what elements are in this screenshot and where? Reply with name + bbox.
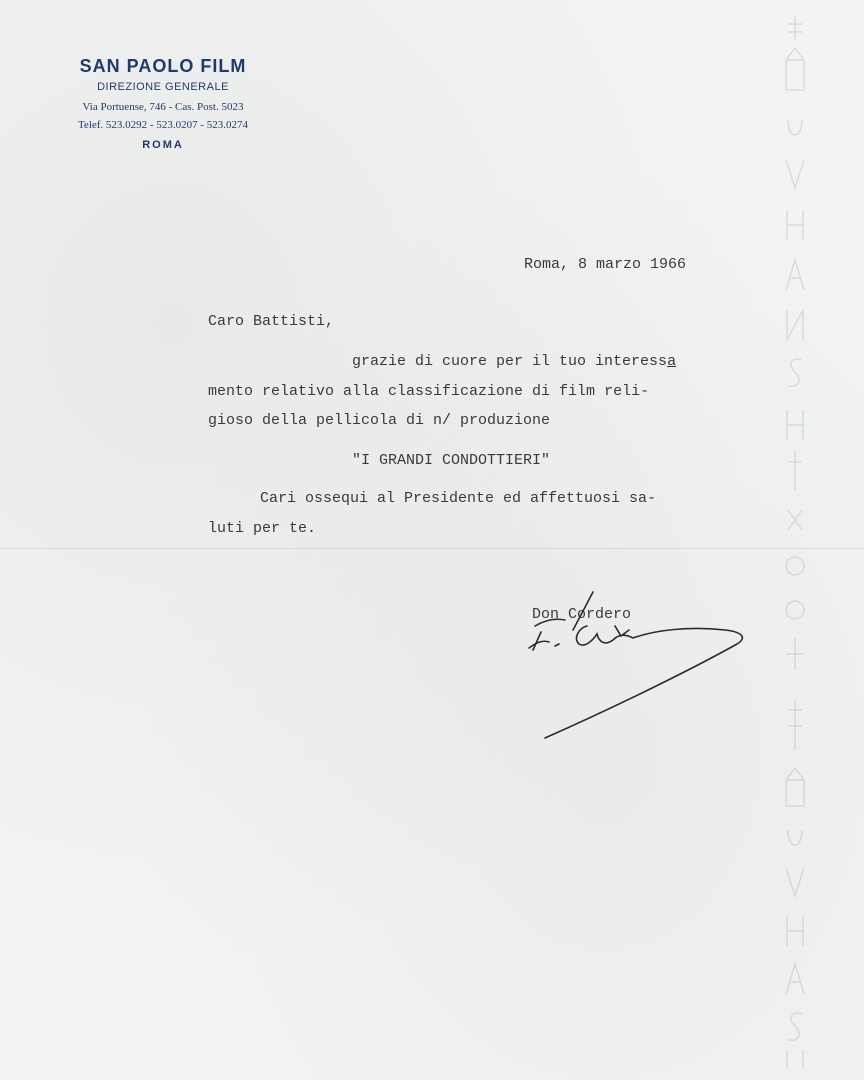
circle-glyph xyxy=(786,601,804,619)
city: ROMA xyxy=(142,139,184,151)
letter-glyph xyxy=(788,359,802,386)
underlined-correction: a xyxy=(667,353,677,370)
fold-line xyxy=(0,548,864,549)
signature-stroke xyxy=(615,626,629,636)
letter-glyph xyxy=(786,160,804,188)
film-title: "I GRANDI CONDOTTIERI" xyxy=(352,452,551,469)
signature-name: Don Cordero xyxy=(532,606,632,623)
letterhead xyxy=(58,56,268,151)
paragraph-1-line-1 xyxy=(352,353,676,370)
church-glyph xyxy=(786,60,804,90)
letter-glyph xyxy=(787,410,803,440)
handwritten-signature xyxy=(515,590,755,750)
paragraph-1-line-1-text: grazie di cuore per il tuo interess xyxy=(352,353,668,370)
salutation: Caro Battisti, xyxy=(208,313,335,330)
hand-glyph xyxy=(788,830,802,845)
letter-glyph xyxy=(787,1050,803,1068)
paragraph-2-line-2: luti per te. xyxy=(208,520,317,537)
watermark-pattern xyxy=(780,10,810,1070)
cross-glyph xyxy=(788,450,802,490)
cross-glyph xyxy=(786,638,804,670)
phone-line: Telef. 523.0292 - 523.0207 - 523.0274 xyxy=(77,119,248,131)
church-glyph xyxy=(786,780,804,806)
paragraph-2-line-1: Cari ossequi al Presidente ed affettuosi sa- xyxy=(260,490,657,507)
cross-glyph xyxy=(788,16,802,40)
chi-rho-glyph xyxy=(788,510,802,530)
cross-glyph xyxy=(788,700,802,750)
paragraph-1-line-2: mento relativo alla classificazione di film reli- xyxy=(208,383,650,400)
letter-glyph xyxy=(786,260,804,290)
company-name: SAN PAOLO FILM xyxy=(79,56,247,76)
signature-stroke xyxy=(529,619,565,650)
address-line: Via Portuense, 746 - Cas. Post. 5023 xyxy=(82,101,244,113)
letter-glyph xyxy=(787,210,803,240)
letter-glyph xyxy=(786,964,804,994)
signature-stroke xyxy=(573,592,593,630)
signature-stroke xyxy=(555,644,559,646)
church-glyph xyxy=(786,48,804,60)
letter-glyph xyxy=(786,868,804,896)
letter-glyph xyxy=(787,310,803,340)
department: DIREZIONE GENERALE xyxy=(97,81,229,93)
hand-glyph xyxy=(788,120,802,135)
letter-glyph xyxy=(787,916,803,946)
circle-glyph xyxy=(786,557,804,575)
church-glyph xyxy=(786,768,804,780)
letter-glyph xyxy=(788,1013,802,1040)
signature-stroke xyxy=(545,626,742,738)
paragraph-1-line-3: gioso della pellicola di n/ produzione xyxy=(208,412,551,429)
letter-date: Roma, 8 marzo 1966 xyxy=(524,256,687,273)
